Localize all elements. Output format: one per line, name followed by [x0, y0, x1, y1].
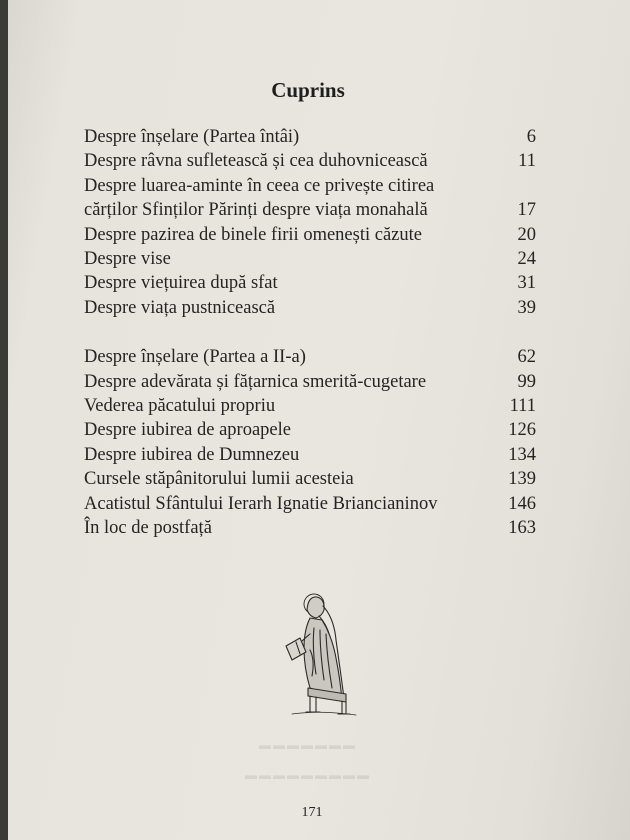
toc-entry-page: 39 — [517, 297, 536, 318]
toc-entry-page: 20 — [517, 224, 536, 245]
toc-entry — [84, 247, 536, 271]
toc-entry-title: În loc de postfață — [84, 518, 212, 539]
toc-entry-title: Acatistul Sfântului Ierarh Ignatie Briancianinov — [84, 493, 438, 514]
toc-entry-title: Despre vise — [84, 249, 171, 270]
toc-entry-page: 111 — [509, 396, 536, 417]
toc-entry — [84, 174, 536, 223]
toc-entry-page: 6 — [526, 127, 536, 147]
toc-entry-page: 163 — [508, 518, 536, 539]
toc-entry-title: Vederea păcatului propriu — [84, 396, 276, 417]
monk-illustration — [270, 588, 370, 718]
toc-entry-page: 134 — [508, 444, 536, 465]
toc-entry-page: 11 — [518, 151, 536, 172]
toc-entry — [84, 271, 536, 295]
toc-entry-title: Despre luarea-aminte în ceea ce privește citirea — [84, 175, 435, 196]
toc-entry-page: 24 — [517, 249, 536, 270]
toc-entry — [84, 492, 536, 516]
toc-entry-title: Despre iubirea de Dumnezeu — [84, 444, 300, 465]
toc-entry — [84, 516, 536, 540]
toc-entry-title: Despre viețuirea după sfat — [84, 273, 278, 294]
toc-entry-title-continued: cărților Sfinților Părinți despre viața monahală — [84, 200, 428, 221]
toc-entry — [84, 149, 536, 173]
toc-entry-page: 62 — [517, 347, 536, 368]
table-of-contents — [84, 125, 536, 541]
toc-entry — [84, 394, 536, 418]
page-number: 171 — [301, 805, 323, 820]
toc-entry — [84, 296, 536, 320]
toc-entry-title: Cursele stăpânitorului lumii acesteia — [84, 469, 354, 490]
toc-entry — [84, 345, 536, 369]
toc-entry-title: Despre înșelare (Partea a II-a) — [84, 347, 306, 368]
book-page — [8, 0, 630, 840]
toc-entry-page: 99 — [517, 371, 536, 392]
toc-entry — [84, 418, 536, 442]
toc-entry-title: Despre pazirea de binele firii omenești căzute — [84, 224, 422, 245]
toc-entry-page: 17 — [517, 200, 536, 221]
toc-entry — [84, 125, 536, 149]
toc-entry — [84, 467, 536, 491]
toc-entry-title: Despre râvna sufletească și cea duhovnicească — [84, 151, 428, 172]
toc-entry-page: 126 — [508, 420, 536, 441]
toc-entry-title: Despre viața pustnicească — [84, 297, 276, 318]
toc-entry-page: 139 — [508, 469, 536, 490]
bleed-through-text: ▬▬▬▬▬▬▬ — [259, 738, 357, 752]
page-title: Cuprins — [271, 78, 345, 102]
toc-entry — [84, 443, 536, 467]
toc-entry-title: Despre adevărata și fățarnica smerită-cugetare — [84, 371, 427, 392]
toc-entry — [84, 370, 536, 394]
toc-entry-title: Despre înșelare (Partea întâi) — [84, 127, 300, 147]
toc-entry-page: 146 — [508, 493, 536, 514]
bleed-through-text: ▬▬▬▬▬▬▬▬▬ — [245, 768, 371, 782]
toc-entry — [84, 223, 536, 247]
toc-entry-page: 31 — [517, 273, 536, 294]
toc-entry-title: Despre iubirea de aproapele — [84, 420, 291, 441]
